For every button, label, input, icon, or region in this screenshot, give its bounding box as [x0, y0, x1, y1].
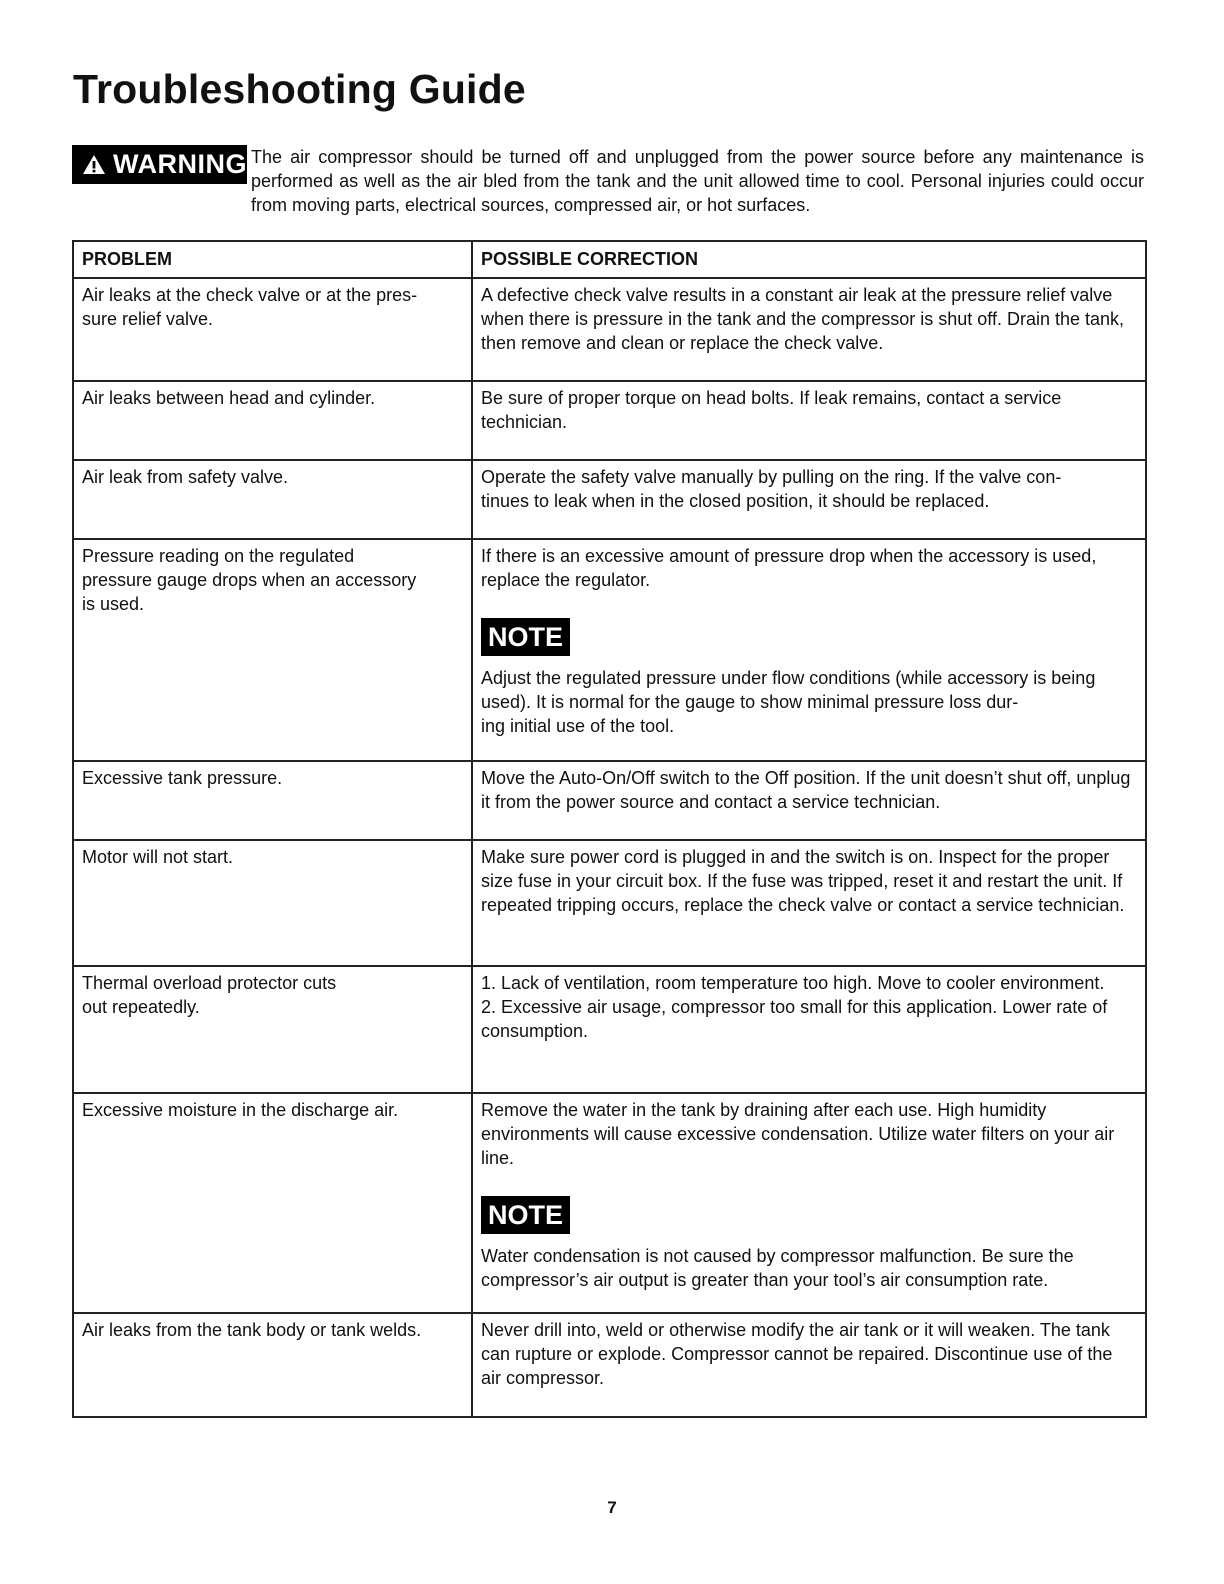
problem-cell: Air leaks between head and cylinder.: [73, 381, 472, 460]
correction-cell: [472, 1093, 1146, 1313]
warning-badge: [72, 145, 247, 184]
header-problem: PROBLEM: [73, 241, 472, 278]
troubleshooting-table: [72, 240, 1147, 1418]
warning-label: WARNING: [113, 149, 247, 179]
note-badge: NOTE: [481, 1196, 570, 1234]
correction-cell: [472, 539, 1146, 761]
correction-cell: Be sure of proper torque on head bolts. If leak remains, contact a service technician.: [472, 381, 1146, 460]
table-row: [73, 278, 1146, 381]
problem-cell: Excessive tank pressure.: [73, 761, 472, 840]
problem-cell: Pressure reading on the regulated pressure gauge drops when an accessory is used.: [73, 539, 472, 761]
correction-cell: Never drill into, weld or otherwise modify the air tank or it will weaken. The tank can rupture or explode. Compressor cannot be repaired. Discontinue use of the air compressor.: [472, 1313, 1146, 1417]
note-badge: NOTE: [481, 618, 570, 656]
table-header-row: [73, 241, 1146, 278]
problem-cell: Air leak from safety valve.: [73, 460, 472, 539]
problem-cell: Excessive moisture in the discharge air.: [73, 1093, 472, 1313]
correction-cell: A defective check valve results in a constant air leak at the pressure relief valve when there is pressure in the tank and the compressor is shut off. Drain the tank, then remove and clean or replace the check valve.: [472, 278, 1146, 381]
table-row: [73, 840, 1146, 966]
table-row: [73, 539, 1146, 761]
problem-cell: Thermal overload protector cuts out repeatedly.: [73, 966, 472, 1093]
correction-text: If there is an excessive amount of pressure drop when the accessory is used, replace the regulator.: [481, 546, 1097, 590]
warning-text: The air compressor should be turned off and unplugged from the power source before any maintenance is performed as well as the air bled from the tank and the unit allowed time to cool. Personal injuries could occur from moving parts, electrical sources, compressed air, or hot surfaces.: [251, 147, 1144, 215]
table-row: [73, 1093, 1146, 1313]
warning-triangle-icon: [82, 154, 106, 175]
problem-cell: Motor will not start.: [73, 840, 472, 966]
problem-cell: Air leaks at the check valve or at the pres- sure relief valve.: [73, 278, 472, 381]
table-row: [73, 966, 1146, 1093]
table-row: [73, 381, 1146, 460]
correction-cell: Make sure power cord is plugged in and the switch is on. Inspect for the proper size fuse in your circuit box. If the fuse was tripped, reset it and restart the unit. If repeated tripping occurs, replace the check valve or contact a service technician.: [472, 840, 1146, 966]
correction-cell: Move the Auto-On/Off switch to the Off position. If the unit doesn’t shut off, unplug it from the power source and contact a service technician.: [472, 761, 1146, 840]
note-text: Water condensation is not caused by compressor malfunction. Be sure the compressor’s air output is greater than your tool’s air consumption rate.: [481, 1246, 1074, 1290]
correction-cell: Operate the safety valve manually by pulling on the ring. If the valve con- tinues to leak when in the closed position, it should be replaced.: [472, 460, 1146, 539]
correction-cell: 1. Lack of ventilation, room temperature too high. Move to cooler environment. 2. Excessive air usage, compressor too small for this application. Lower rate of consumption.: [472, 966, 1146, 1093]
table-row: [73, 460, 1146, 539]
table-row: [73, 1313, 1146, 1417]
correction-text: Remove the water in the tank by draining after each use. High humidity environments will cause excessive condensation. Utilize water filters on your air line.: [481, 1100, 1115, 1168]
header-correction: POSSIBLE CORRECTION: [472, 241, 1146, 278]
problem-cell: Air leaks from the tank body or tank welds.: [73, 1313, 472, 1417]
page-number: 7: [607, 1498, 617, 1517]
table-row: [73, 761, 1146, 840]
page-title: Troubleshooting Guide: [73, 66, 526, 112]
note-text: Adjust the regulated pressure under flow conditions (while accessory is being used). It is normal for the gauge to show minimal pressure loss dur- ing initial use of the tool.: [481, 668, 1096, 736]
